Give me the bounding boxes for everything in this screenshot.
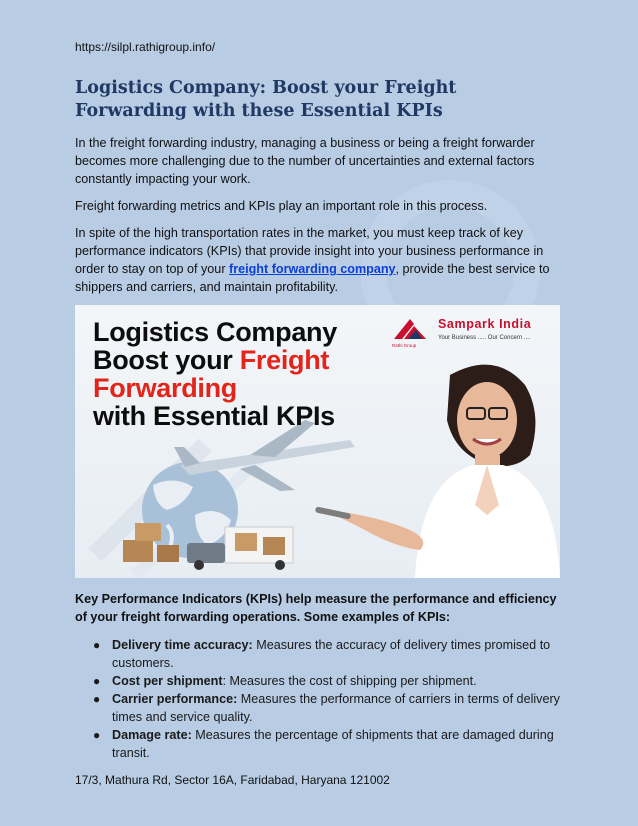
article-title: Logistics Company: Boost your Freight Forwarding with these Essential KPIs <box>75 78 457 121</box>
hero-banner <box>75 305 560 578</box>
paragraph-intro: In the freight forwarding industry, managing a business or being a freight forwarder becomes more challenging due to the number of uncertainties and external factors constantly impacting your work. <box>75 136 535 186</box>
sampark-india-logo <box>390 315 540 351</box>
page-url: https://silpl.rathigroup.info/ <box>75 40 216 54</box>
banner-line-2 <box>93 345 329 375</box>
kpi-name: Cost per shipment <box>112 674 223 688</box>
kpi-desc: Measures the accuracy of delivery times promised to customers. <box>112 638 551 670</box>
list-item <box>93 672 563 690</box>
paragraph-text-before-link: In spite of the high transportation rates in the market, you must keep track of key performance indicators (KPIs) that provide insight into your business performance in order to stay on top of your <box>75 226 544 276</box>
list-item <box>93 726 563 762</box>
list-item <box>93 690 563 726</box>
bullet-icon: ● <box>93 692 101 706</box>
kpi-name: Damage rate: <box>112 728 192 742</box>
banner-line-1: Logistics Company <box>93 317 337 347</box>
kpi-desc: Measures the performance of carriers in terms of delivery times and service quality. <box>112 692 560 724</box>
kpi-name: Delivery time accuracy: <box>112 638 253 652</box>
bullet-icon: ● <box>93 638 101 652</box>
logo-group: Rathi Group <box>392 343 417 348</box>
list-item <box>93 636 563 672</box>
kpi-name: Carrier performance: <box>112 692 238 706</box>
bullet-icon: ● <box>93 728 101 742</box>
paragraph-metrics: Freight forwarding metrics and KPIs play an important role in this process. <box>75 199 488 213</box>
footer-address: 17/3, Mathura Rd, Sector 16A, Faridabad, Haryana 121002 <box>75 773 390 787</box>
sampark-logo-icon <box>392 315 432 343</box>
freight-forwarding-company-link[interactable]: freight forwarding company <box>229 262 396 276</box>
kpi-list <box>93 636 563 762</box>
bullet-icon: ● <box>93 674 101 688</box>
banner-line-2-red: Freight <box>239 345 330 375</box>
kpi-desc: : Measures the cost of shipping per shipment. <box>222 674 477 688</box>
kpi-intro: Key Performance Indicators (KPIs) help measure the performance and efficiency of your freight forwarding operations. Some examples of KPIs: <box>75 592 557 624</box>
woman-photo <box>315 365 560 578</box>
logo-name: Sampark India <box>438 317 532 331</box>
banner-line-3: Forwarding <box>93 373 237 403</box>
banner-line-2-black: Boost your <box>93 345 240 375</box>
logo-tagline: Your Business ..... Our Concern .... <box>438 335 531 341</box>
paragraph-tracking <box>75 224 565 296</box>
banner-line-4: with Essential KPIs <box>93 401 335 431</box>
kpi-desc: Measures the percentage of shipments that are damaged during transit. <box>112 728 554 760</box>
paragraph-text-after-link: , provide the best service to shippers and carriers, and maintain profitability. <box>75 262 550 294</box>
